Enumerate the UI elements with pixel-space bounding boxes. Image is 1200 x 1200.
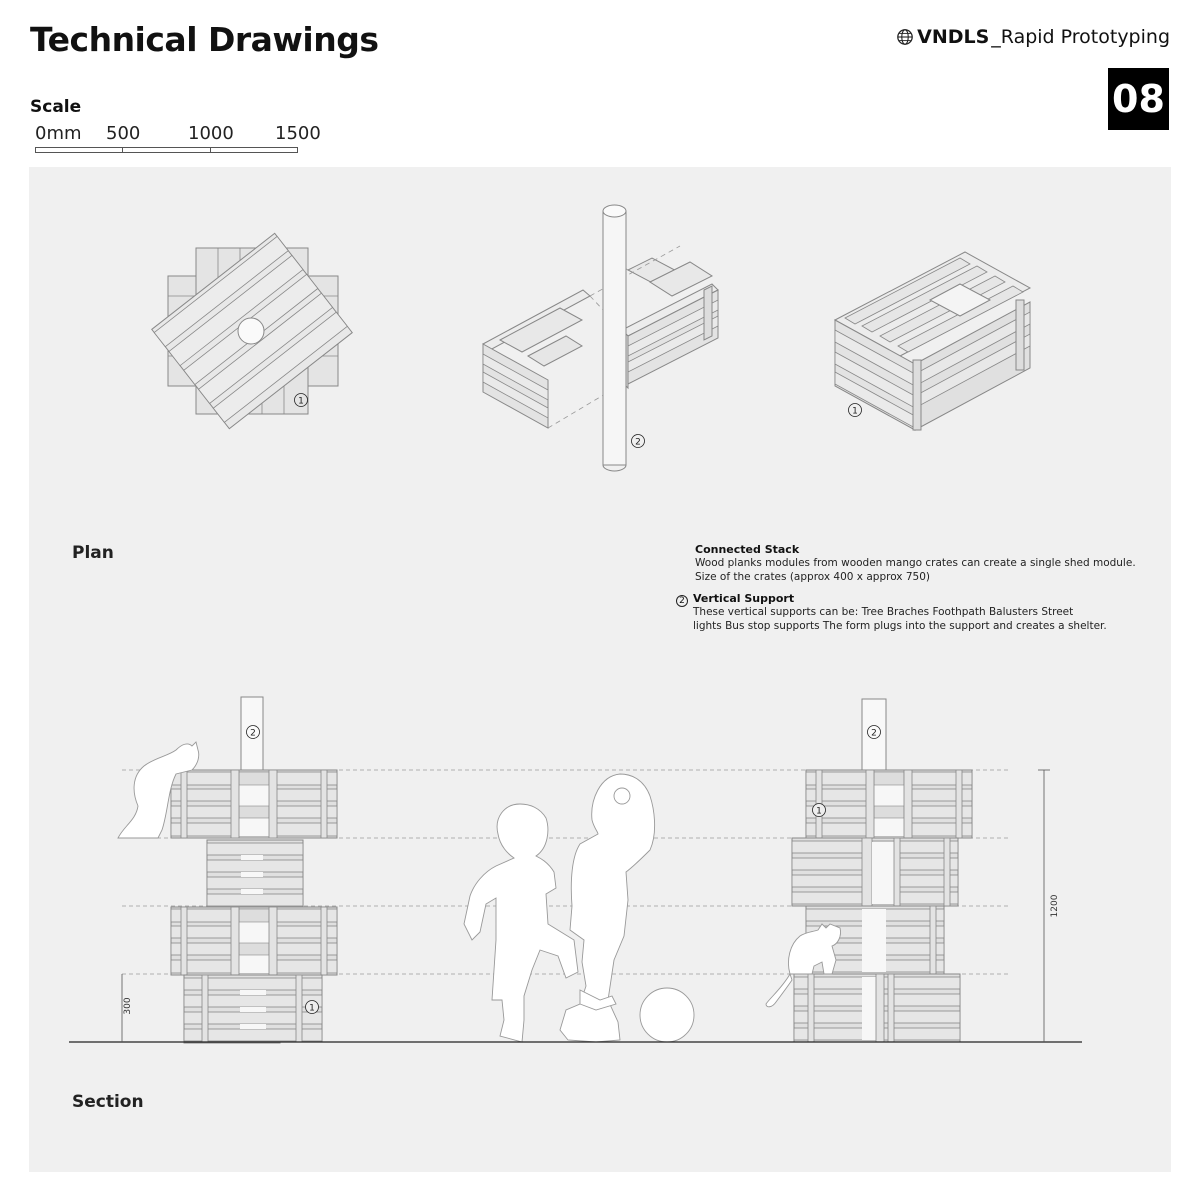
marker-crate-right: 1 (816, 806, 822, 817)
brand-name: VNDLS (917, 26, 990, 48)
children-figures (464, 774, 655, 1042)
section-label: Section (72, 1092, 144, 1112)
marker-support-left: 2 (250, 728, 256, 739)
plan-label: Plan (72, 543, 114, 563)
page-title: Technical Drawings (30, 20, 379, 59)
marker-crate: 1 (298, 396, 304, 407)
scale-label: Scale (30, 97, 82, 117)
marker-support: 2 (635, 437, 641, 448)
scale-tick-0: 0mm (35, 123, 82, 144)
note-connected-stack-body: Wood planks modules from wooden mango crates can create a single shed module. Size of the crates (approx 400 x approx 750) (695, 557, 1136, 583)
scale-tick-500: 500 (106, 123, 141, 144)
assembled-axonometric (835, 252, 1030, 430)
marker-crate-assembled: 1 (852, 406, 858, 417)
brand-subtitle: _Rapid Prototyping (991, 26, 1170, 48)
page-number-badge: 08 (1108, 68, 1169, 130)
scale-tick-1000: 1000 (188, 123, 234, 144)
dimension-1200: 1200 (1050, 894, 1060, 918)
section-view (69, 697, 1082, 1043)
note-connected-stack-title: Connected Stack (695, 543, 800, 556)
note-support-title: Vertical Support (693, 592, 795, 605)
marker-support-right: 2 (871, 728, 877, 739)
marker-crate-left: 1 (309, 1003, 315, 1014)
exploded-axonometric (483, 205, 718, 471)
note-support-number: 2 (676, 595, 688, 607)
note-support-body: These vertical supports can be: Tree Braches Foothpath Balusters Street lights Bus stop supports The form plugs into the support and creates a shelter. (693, 606, 1107, 632)
dimension-300: 300 (123, 997, 133, 1015)
ball (640, 988, 694, 1042)
plan-view (152, 233, 353, 428)
scale-tick-1500: 1500 (275, 123, 321, 144)
